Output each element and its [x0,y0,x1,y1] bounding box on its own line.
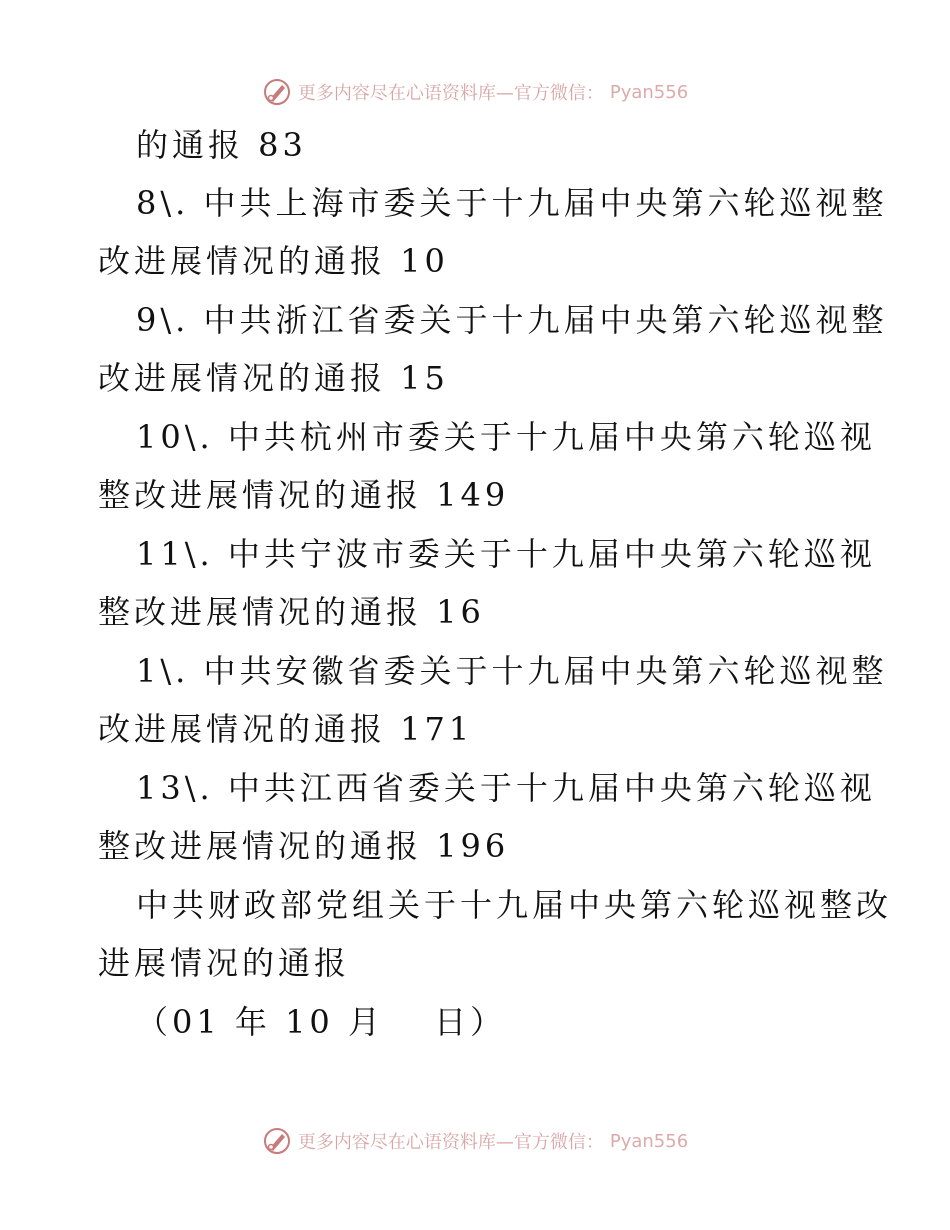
text-line: 9\. 中共浙江省委关于十九届中央第六轮巡视整 [136,301,888,339]
text-line: 进展情况的通报 [98,944,351,982]
text-line: 中共财政部党组关于十九届中央第六轮巡视整改 [136,886,893,924]
text-line: 整改进展情况的通报 149 [98,476,510,514]
watermark-text: 更多内容尽在心语资料库—官方微信： [297,83,604,104]
watermark-handle: Pyan556 [609,81,689,103]
text-line: 的通报 83 [136,126,307,164]
footer-watermark [0,1121,950,1161]
text-line: 11\. 中共宁波市委关于十九届中央第六轮巡视 [136,535,876,573]
text-line: 13\. 中共江西省委关于十九届中央第六轮巡视 [136,769,876,807]
pen-logo-icon [262,1126,292,1156]
text-line: 改进展情况的通报 10 [98,242,449,280]
header-watermark [0,72,950,112]
date-line: （01 年 10 月 日） [136,1003,507,1041]
text-line: 改进展情况的通报 15 [98,359,449,397]
text-line: 整改进展情况的通报 16 [98,593,485,631]
text-line: 整改进展情况的通报 196 [98,827,510,865]
text-line: 1\. 中共安徽省委关于十九届中央第六轮巡视整 [136,652,888,690]
watermark-text: 更多内容尽在心语资料库—官方微信： [297,1132,604,1153]
text-line: 改进展情况的通报 171 [98,710,474,748]
pen-logo-icon [262,77,292,107]
text-line: 10\. 中共杭州市委关于十九届中央第六轮巡视 [136,418,876,456]
text-line: 8\. 中共上海市委关于十九届中央第六轮巡视整 [136,184,888,222]
watermark-handle: Pyan556 [609,1130,689,1152]
